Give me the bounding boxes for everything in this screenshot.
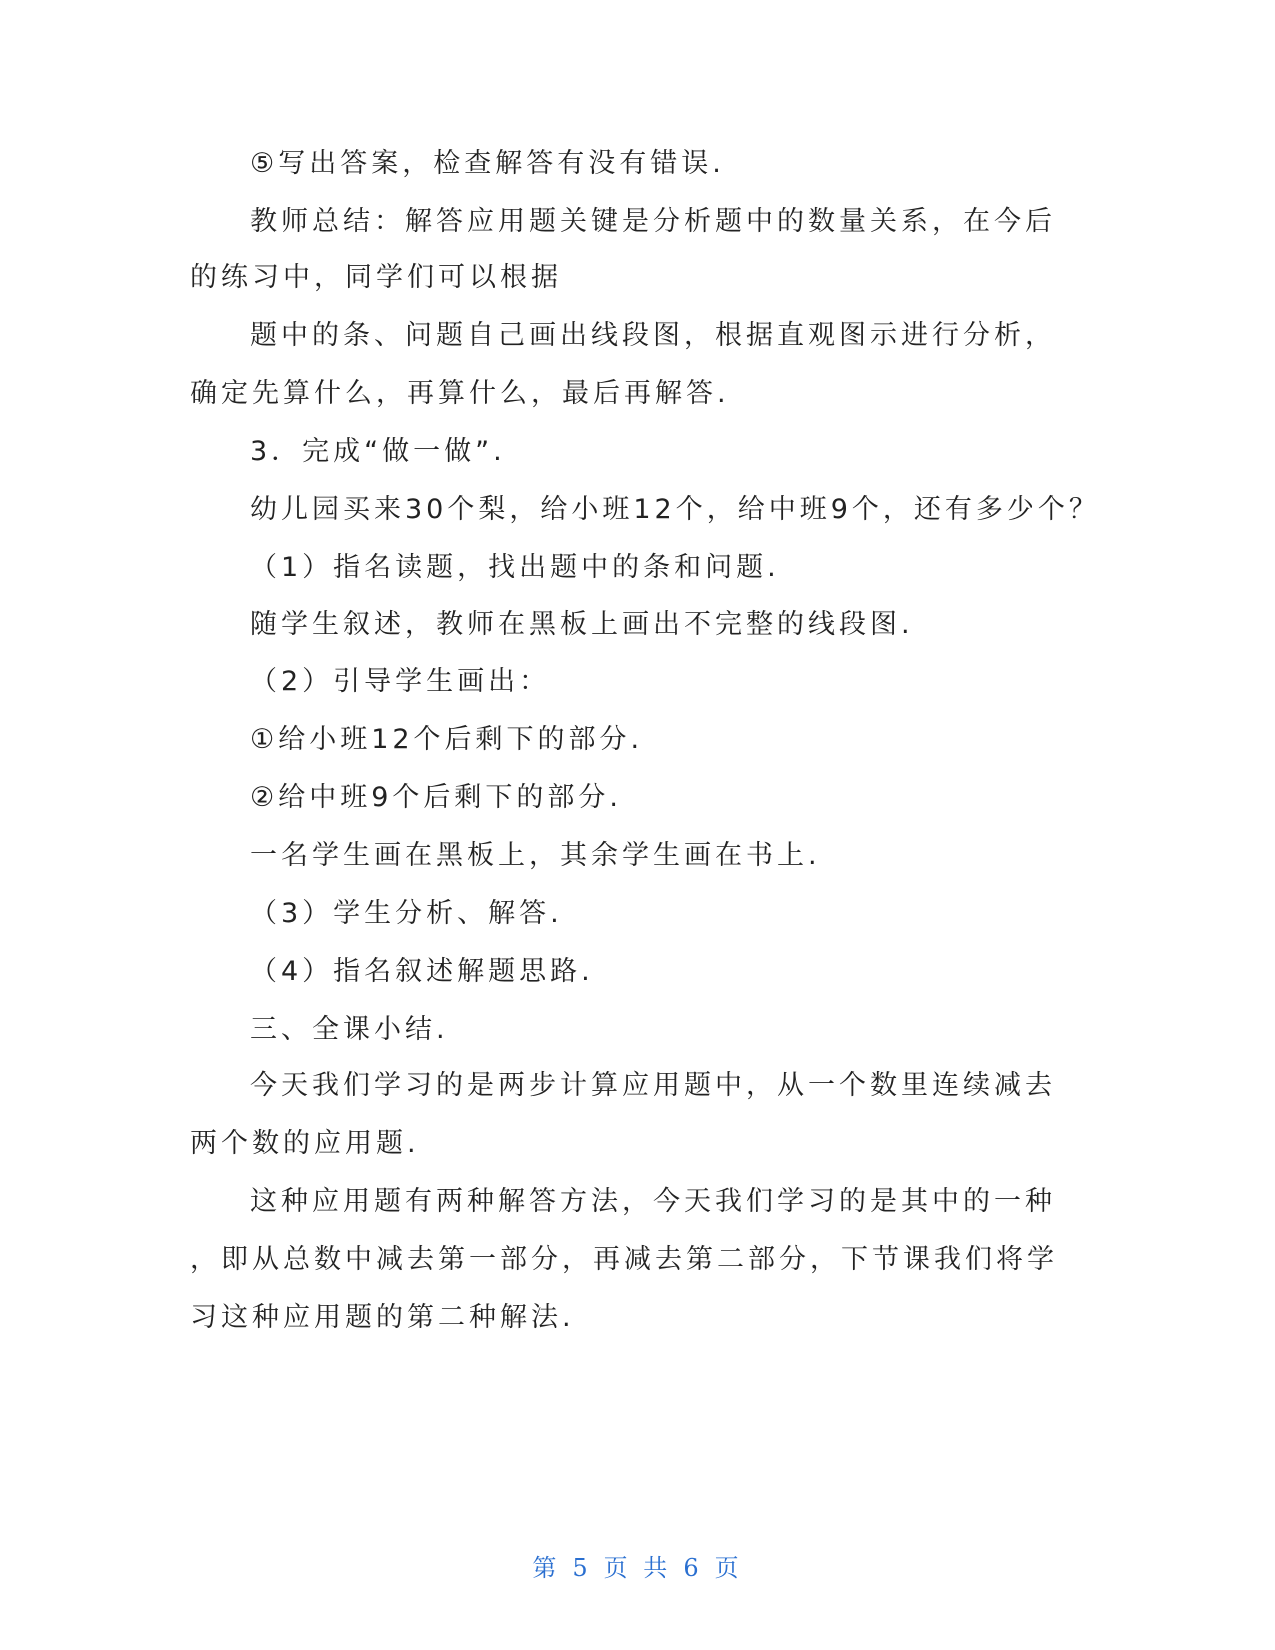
page-footer	[0, 1548, 1275, 1583]
text-line: ②给中班9个后剩下的部分.	[250, 782, 622, 813]
current-page-number: 5	[572, 1554, 592, 1582]
text-line: 教师总结：解答应用题关键是分析题中的数量关系，在今后	[250, 206, 1056, 237]
text-line: 题中的条、问题自己画出线段图，根据直观图示进行分析，	[250, 320, 1056, 351]
text-line: 习这种应用题的第二种解法.	[190, 1302, 575, 1333]
text-line: （1）指名读题，找出题中的条和问题.	[250, 552, 780, 583]
text-line: （3）学生分析、解答.	[250, 898, 563, 929]
footer-suffix: 页	[714, 1554, 743, 1582]
text-line: 两个数的应用题.	[190, 1128, 420, 1159]
text-line: 幼儿园买来30个梨，给小班12个，给中班9个，还有多少个？	[250, 494, 1100, 525]
text-line: 今天我们学习的是两步计算应用题中，从一个数里连续减去	[250, 1070, 1056, 1101]
section-heading: 三、全课小结.	[250, 1014, 449, 1045]
text-line: 随学生叙述，教师在黑板上画出不完整的线段图.	[250, 609, 914, 640]
text-line: ①给小班12个后剩下的部分.	[250, 724, 644, 755]
text-line: 的练习中，同学们可以根据	[190, 262, 562, 293]
footer-prefix: 第	[532, 1554, 561, 1582]
text-line: 这种应用题有两种解答方法，今天我们学习的是其中的一种	[250, 1186, 1056, 1217]
text-line: （2）引导学生画出：	[250, 666, 551, 697]
total-page-number: 6	[683, 1554, 703, 1582]
text-line: 确定先算什么，再算什么，最后再解答.	[190, 378, 730, 409]
text-line: ，即从总数中减去第一部分，再减去第二部分，下节课我们将学	[190, 1244, 1058, 1275]
text-line: ⑤写出答案，检查解答有没有错误.	[250, 148, 725, 179]
text-line: 3．完成“做一做”.	[250, 436, 506, 467]
text-line: 一名学生画在黑板上，其余学生画在书上.	[250, 840, 821, 871]
footer-mid: 页 共	[603, 1554, 672, 1582]
text-line: （4）指名叙述解题思路.	[250, 956, 594, 987]
